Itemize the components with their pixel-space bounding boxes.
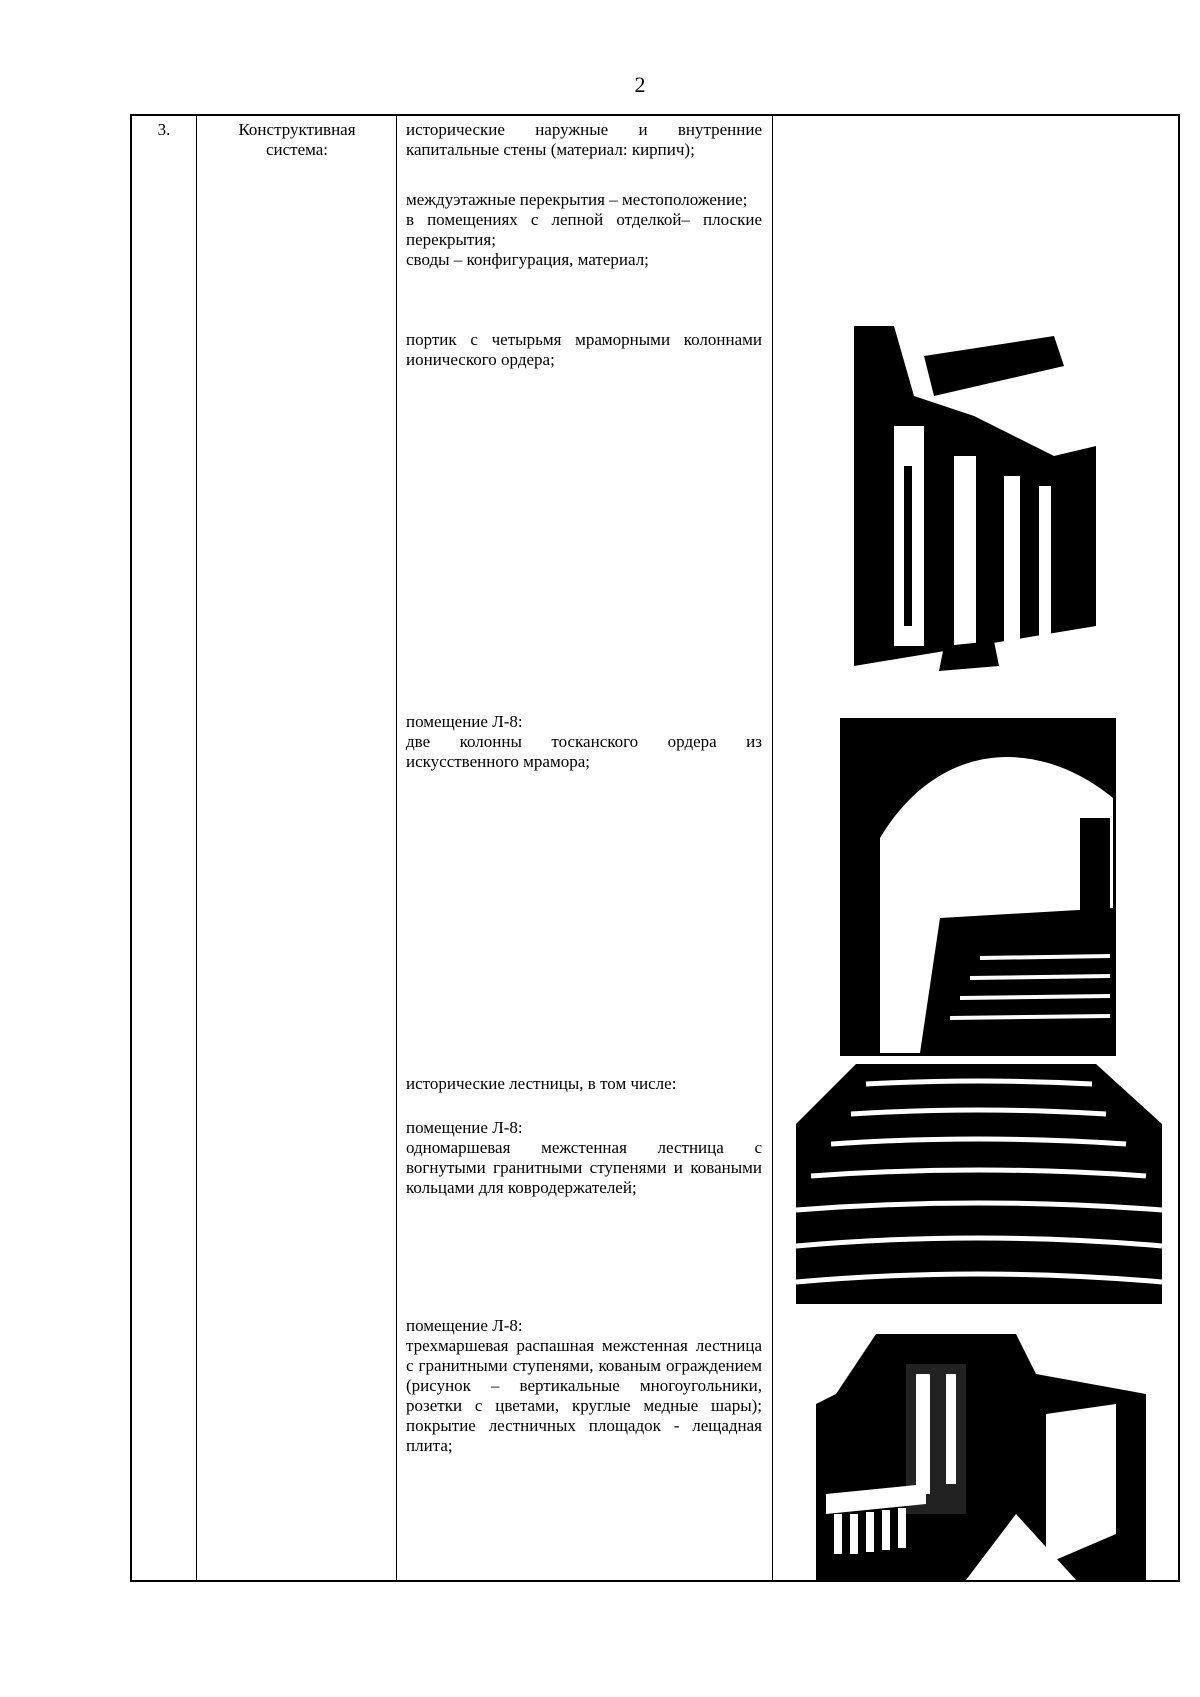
description-text: своды – конфигурация, материал;	[406, 250, 649, 269]
row-title-line: Конструктивная	[238, 120, 356, 139]
description-text: помещение Л-8:	[406, 1316, 523, 1335]
description-walls	[406, 120, 762, 160]
description-floors	[406, 190, 762, 270]
columns-photo	[840, 718, 1116, 1056]
description-text: одномаршевая межстенная лестница с вогнутыми гранитными ступенями и коваными кольцами для ковродержателей;	[406, 1138, 762, 1197]
description-text: исторические лестницы, в том числе:	[406, 1074, 677, 1093]
row-title	[198, 120, 396, 160]
three-flight-stair-photo	[816, 1334, 1146, 1580]
description-text: помещение Л-8:	[406, 712, 523, 731]
description-text: портик с четырьмя мраморными колоннами ионического ордера;	[406, 330, 762, 369]
description-text: две колонны тосканского ордера из искусственного мрамора;	[406, 732, 762, 771]
description-portico	[406, 330, 762, 370]
description-text: исторические наружные и внутренние капитальные стены (материал: кирпич);	[406, 120, 762, 159]
row-title-line: система:	[265, 140, 329, 159]
row-number: 3.	[157, 120, 171, 139]
column-divider	[196, 116, 197, 1580]
page-number: 2	[634, 72, 646, 97]
column-divider	[772, 116, 773, 1580]
description-text: помещение Л-8:	[406, 1118, 523, 1137]
heritage-table	[130, 114, 1180, 1582]
description-three-flight-stair	[406, 1316, 762, 1456]
column-divider	[396, 116, 397, 1580]
single-flight-stair-photo	[796, 1064, 1162, 1304]
description-staircases	[406, 1074, 762, 1094]
description-single-flight-stair	[406, 1118, 762, 1198]
description-text: междуэтажные перекрытия – местоположение;	[406, 190, 748, 209]
description-columns	[406, 712, 762, 772]
description-text: трехмаршевая распашная межстенная лестница с гранитными ступенями, кованым ограждением (рисунок – вертикальные многоугольники, розетки с цветами, круглые медные шары); покрытие лестничных площадок - лещадная плита;	[406, 1336, 762, 1455]
description-text: в помещениях с лепной отделкой– плоские перекрытия;	[406, 210, 762, 249]
portico-photo	[854, 326, 1096, 694]
